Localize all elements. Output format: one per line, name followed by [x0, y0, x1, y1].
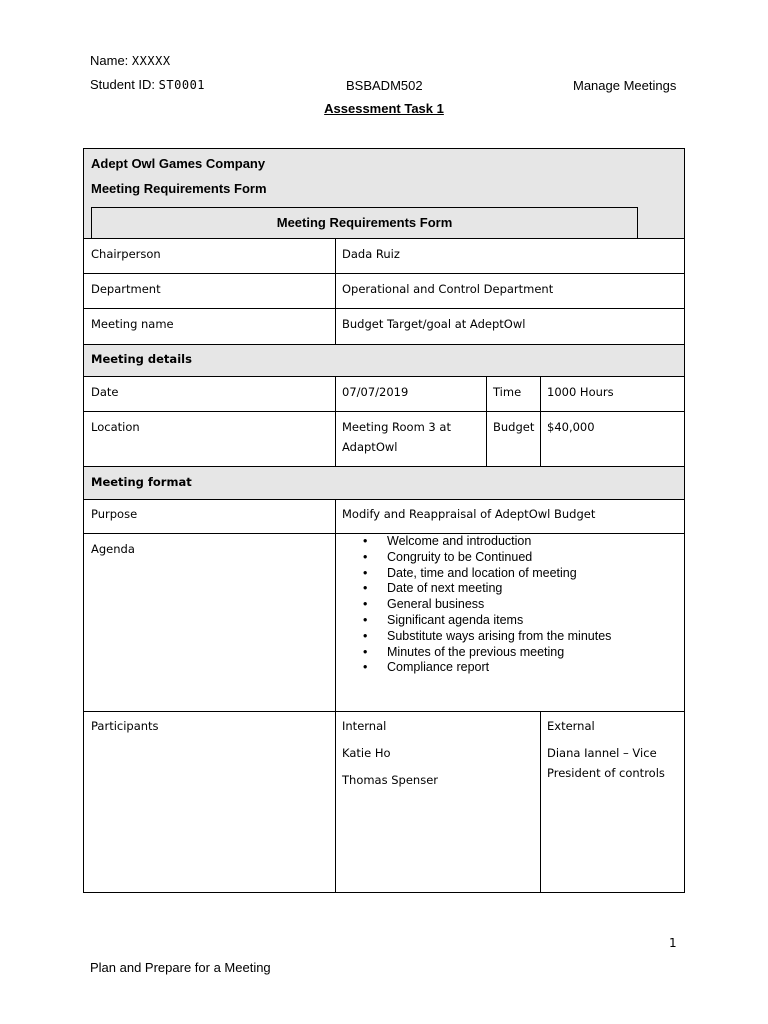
page-number: 1: [669, 936, 677, 950]
list-item: • General business: [360, 597, 611, 613]
format-heading: Meeting format: [91, 475, 192, 489]
inner-title: Meeting Requirements Form: [276, 215, 453, 230]
location-value-line1: Meeting Room 3 at: [342, 420, 451, 434]
list-item: • Date of next meeting: [360, 581, 611, 597]
meeting-name-value: Budget Target/goal at AdeptOwl: [342, 317, 526, 331]
internal-person: Thomas Spenser: [342, 773, 439, 787]
list-item: • Significant agenda items: [360, 613, 611, 629]
meeting-requirements-form: [83, 148, 685, 893]
budget-value: $40,000: [547, 420, 595, 434]
list-item: • Substitute ways arising from the minutes: [360, 629, 611, 645]
agenda-label: Agenda: [91, 542, 135, 556]
location-value-line2: AdaptOwl: [342, 440, 398, 454]
external-line-1: Diana Iannel – Vice: [547, 746, 657, 760]
purpose-label: Purpose: [91, 507, 138, 521]
department-label: Department: [91, 282, 161, 296]
date-value: 07/07/2019: [342, 385, 409, 399]
details-heading: Meeting details: [91, 352, 192, 366]
form-title: Meeting Requirements Form: [91, 181, 267, 196]
list-item: • Compliance report: [360, 660, 611, 676]
date-label: Date: [91, 385, 119, 399]
time-label: Time: [493, 385, 522, 399]
course-title: Manage Meetings: [573, 78, 677, 93]
meeting-name-label: Meeting name: [91, 317, 174, 331]
internal-person: Katie Ho: [342, 746, 391, 760]
company-name: Adept Owl Games Company: [91, 156, 266, 171]
footer-title: Plan and Prepare for a Meeting: [90, 960, 271, 975]
budget-label: Budget: [493, 420, 535, 434]
student-id-label: Student ID:: [90, 77, 156, 92]
internal-label: Internal: [342, 719, 387, 733]
department-value: Operational and Control Department: [342, 282, 554, 296]
name-line: [90, 53, 171, 68]
purpose-value: Modify and Reappraisal of AdeptOwl Budget: [342, 507, 596, 521]
student-id-line: [90, 77, 205, 92]
location-label: Location: [91, 420, 140, 434]
chairperson-label: Chairperson: [91, 247, 161, 261]
chairperson-value: Dada Ruiz: [342, 247, 400, 261]
name-label: Name:: [90, 53, 129, 68]
agenda-list: [360, 534, 611, 676]
external-label: External: [547, 719, 595, 733]
course-code: BSBADM502: [346, 78, 423, 93]
assessment-title: Assessment Task 1: [324, 101, 444, 116]
external-line-2: President of controls: [547, 766, 665, 780]
list-item: • Date, time and location of meeting: [360, 566, 611, 582]
time-value: 1000 Hours: [547, 385, 614, 399]
name-value: XXXXX: [131, 54, 171, 68]
list-item: • Minutes of the previous meeting: [360, 645, 611, 661]
list-item: • Welcome and introduction: [360, 534, 611, 550]
student-id-value: ST0001: [158, 78, 206, 92]
list-item: • Congruity to be Continued: [360, 550, 611, 566]
participants-label: Participants: [91, 719, 159, 733]
